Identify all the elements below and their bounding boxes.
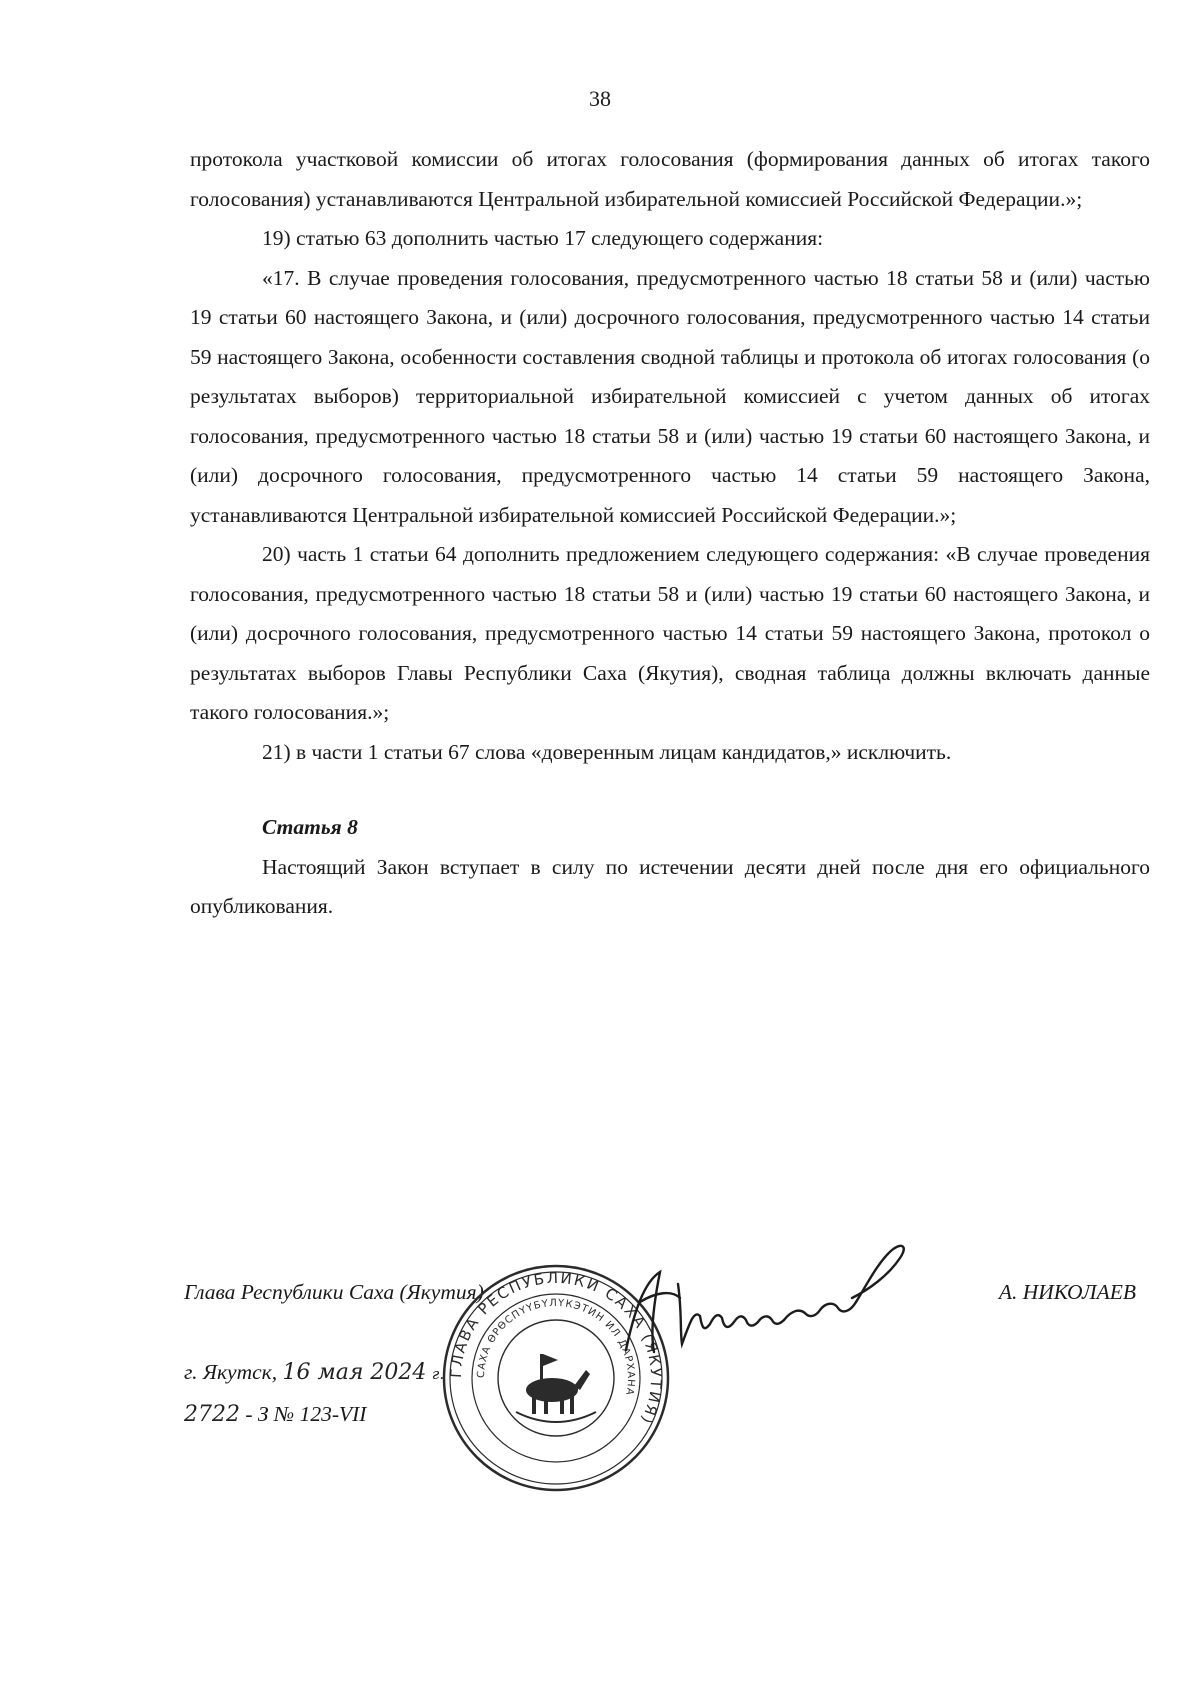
handwritten-date: 16 мая 2024	[282, 1360, 427, 1385]
article-text: Настоящий Закон вступает в силу по истечении десяти дней после дня его официального опубликования.	[190, 854, 1150, 918]
place-prefix: г. Якутск,	[184, 1360, 283, 1384]
place-and-date	[184, 1360, 444, 1385]
handwritten-registration: 2722	[184, 1402, 240, 1427]
seal-emblem-icon	[516, 1354, 596, 1422]
paragraph-item-21: 21) в части 1 статьи 67 слова «доверенным лицам кандидатов,» исключить.	[262, 739, 952, 764]
law-number	[184, 1402, 366, 1427]
paragraph-item-19: 19) статью 63 дополнить частью 17 следующего содержания:	[262, 226, 824, 250]
paragraph-item-20: 20) часть 1 статьи 64 дополнить предложением следующего содержания: «В случае проведения голосования, предусмотренного частью 18 статьи 58 и (или) частью 19 статьи 60 настоящего Закона, и (или) досрочного голосования, предусмотренного частью 14 статьи 59 настоящего Закона, протокол о результатах выборов Главы Республики Саха (Якутия), сводная таблица должны включать данные такого голосования.»;	[190, 542, 1150, 724]
page-number: 38	[589, 86, 611, 111]
date-suffix: г.	[431, 1365, 445, 1383]
handwritten-signature-icon	[620, 1232, 910, 1362]
seal-outer-text: ГЛАВА РЕСПУБЛИКИ САХА (ЯКУТИЯ)	[446, 1268, 666, 1429]
signatory-name: А. НИКОЛАЕВ	[998, 1280, 1136, 1304]
seal-inner-text: САХА ӨРӨСПҮҮБҮЛҮКЭТИН ИЛ ДАРХАНА	[475, 1297, 637, 1397]
paragraph-part-17: «17. В случае проведения голосования, предусмотренного частью 18 статьи 58 и (или) частью 19 статьи 60 настоящего Закона, и (или) досрочного голосования, предусмотренного частью 14 статьи 59 настоящего Закона, особенности составления сводной таблицы и протокола об итогах голосования (о результатах выборов) территориальной избирательной комиссией с учетом данных об итогах голосования, предусмотренного частью 18 статьи 58 и (или) частью 19 статьи 60 настоящего Закона, и (или) досрочного голосования, предусмотренного частью 14 статьи 59 настоящего Закона, устанавливаются Центральной избирательной комиссией Российской Федерации.»;	[190, 265, 1150, 527]
law-number-text: - З № 123-VII	[245, 1402, 367, 1426]
paragraph-continuation: протокола участковой комиссии об итогах голосования (формирования данных об итогах такого голосования) устанавливаются Центральной избирательной комиссией Российской Федерации.»;	[190, 147, 1150, 211]
article-heading: Статья 8	[262, 815, 358, 839]
signatory-role: Глава Республики Саха (Якутия)	[184, 1280, 484, 1304]
